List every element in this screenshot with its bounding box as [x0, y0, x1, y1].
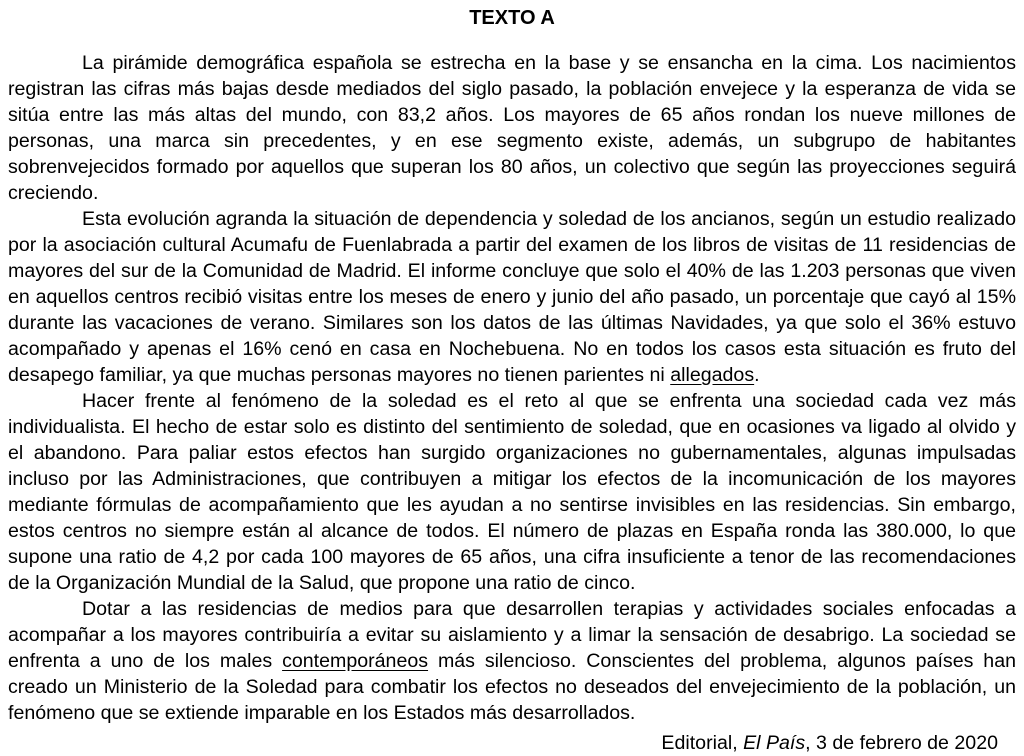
document-body	[8, 50, 1016, 726]
paragraph-text: Hacer frente al fenómeno de la soledad es el reto al que se enfrenta una sociedad cada vez más individualista. El hecho de estar solo es distinto del sentimiento de soledad, que en ocasiones va ligado al olvido y el abandono. Para paliar estos efectos han surgido organizaciones no gubernamentales, algunas impulsadas incluso por las Administraciones, que contribuyen a mitigar los efectos de la incomunicación de los mayores mediante fórmulas de acompañamiento que les ayudan a no sentirse invisibles en las residencias. Sin embargo, estos centros no siempre están al alcance de todos. El número de plazas en España ronda las 380.000, lo que supone una ratio de 4,2 por cada 100 mayores de 65 años, una cifra insuficiente a tenor de las recomendaciones de la Organización Mundial de la Salud, que propone una ratio de cinco.	[8, 390, 1016, 594]
document-title: TEXTO A	[469, 7, 555, 29]
source-citation	[8, 730, 998, 756]
paragraph-text: más silencioso. Conscientes del problema, algunos países han creado un Ministerio de la Soledad para combatir los efectos no deseados del envejecimiento de la población, un fenómeno que se extiende imparable en los Estados más desarrollados.	[8, 650, 1016, 724]
paragraph-text: La pirámide demográfica española se estrecha en la base y se ensancha en la cima. Los nacimientos registran las cifras más bajas desde mediados del siglo pasado, la población envejece y la esperanza de vida se sitúa entre las más altas del mundo, con 83,2 años. Los mayores de 65 años rondan los nueve millones de personas, una marca sin precedentes, y en ese segmento existe, además, un subgrupo de habitantes sobrenvejecidos formado por aquellos que superan los 80 años, un colectivo que según las proyecciones seguirá creciendo.	[8, 52, 1016, 204]
paragraph-text: .	[754, 364, 760, 386]
underlined-word: allegados	[670, 364, 755, 386]
paragraph	[8, 206, 1016, 388]
paragraph-text: Dotar a las residencias de medios para que desarrollen terapias y actividades sociales enfocadas a acompañar a los mayores contribuiría a evitar su aislamiento y a limar la sensación de desabrigo. La sociedad se enfrenta a uno de los males	[8, 598, 1016, 672]
paragraph	[8, 50, 1016, 206]
paragraph-text: Esta evolución agranda la situación de dependencia y soledad de los ancianos, según un estudio realizado por la asociación cultural Acumafu de Fuenlabrada a partir del examen de los libros de visitas de 11 residencias de mayores del sur de la Comunidad de Madrid. El informe concluye que solo el 40% de las 1.203 personas que viven en aquellos centros recibió visitas entre los meses de enero y junio del año pasado, un porcentaje que cayó al 15% durante las vacaciones de verano. Similares son los datos de las últimas Navidades, ya que solo el 36% estuvo acompañado y apenas el 16% cenó en casa en Nochebuena. No en todos los casos esta situación es fruto del desapego familiar, ya que muchas personas mayores no tienen parientes ni	[8, 208, 1016, 386]
source-prefix: Editorial,	[661, 732, 744, 754]
source-publication: El País	[743, 732, 806, 754]
underlined-word: contemporáneos	[282, 650, 429, 672]
source-date: , 3 de febrero de 2020	[805, 732, 998, 754]
paragraph	[8, 388, 1016, 596]
paragraph	[8, 596, 1016, 726]
